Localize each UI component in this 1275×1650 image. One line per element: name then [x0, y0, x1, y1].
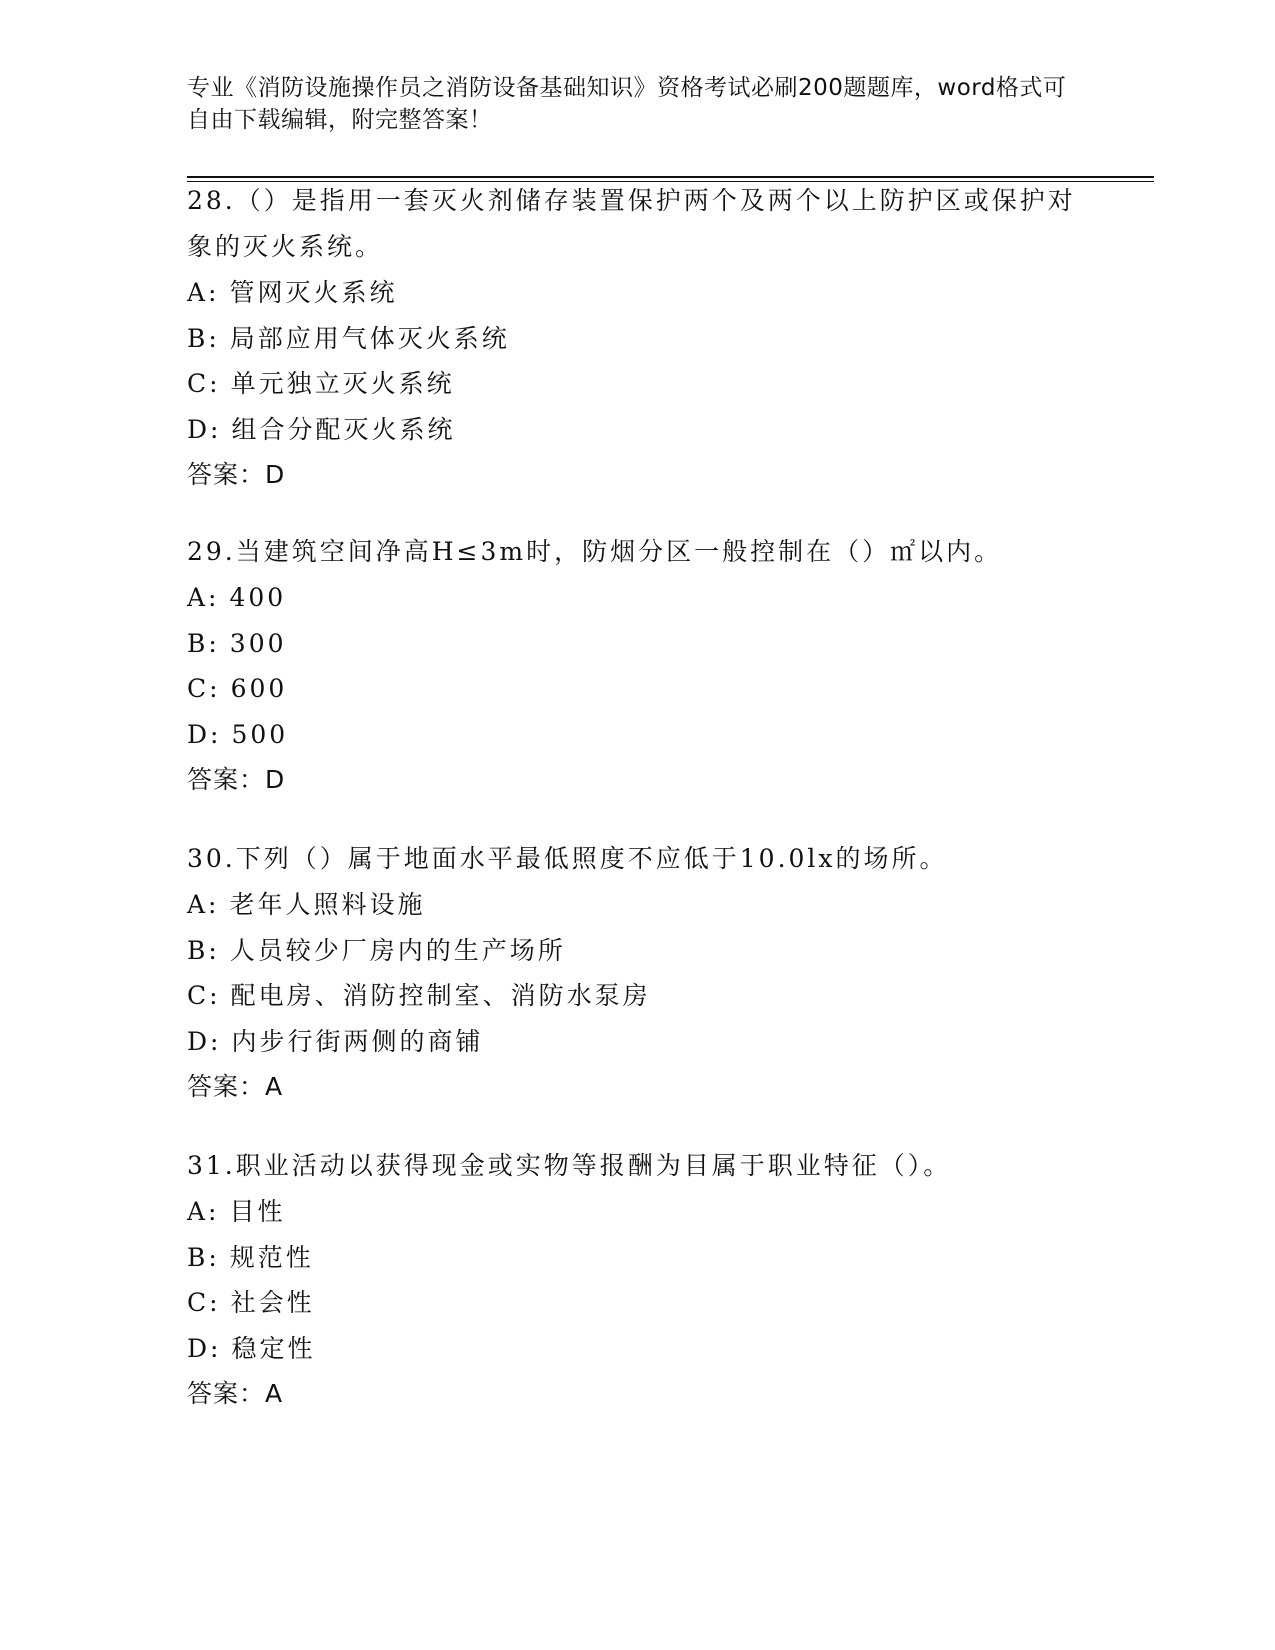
option-d [187, 1019, 1087, 1065]
option-letter: A: [187, 890, 220, 919]
question-stem: 28.（）是指用一套灭火剂储存装置保护两个及两个以上防护区或保护对象的灭火系统。 [187, 186, 1076, 261]
option-a [187, 270, 1087, 316]
option-c [187, 1280, 1087, 1326]
option-letter: B: [187, 628, 220, 658]
option-b [187, 316, 1087, 362]
option-b [187, 621, 1087, 667]
option-text: 400 [229, 583, 287, 612]
option-list [187, 1189, 1087, 1371]
option-list [187, 882, 1087, 1064]
option-letter: A: [187, 583, 220, 612]
answer: 答案：D [187, 765, 286, 794]
question-30 [187, 836, 1087, 1110]
option-d [187, 1326, 1087, 1372]
option-a [187, 575, 1087, 621]
option-letter: B: [187, 323, 220, 353]
option-letter: A: [187, 278, 220, 307]
option-d [187, 407, 1087, 453]
option-text: 社会性 [230, 1288, 315, 1317]
answer: 答案：D [187, 460, 286, 489]
option-text: 目性 [229, 1197, 286, 1226]
option-text: 300 [229, 628, 287, 658]
option-text: 稳定性 [231, 1333, 316, 1363]
option-letter: D: [187, 1026, 222, 1056]
document-header: 专业《消防设施操作员之消防设备基础知识》资格考试必刷200题题库，word格式可自由下载编辑，附完整答案！ [187, 75, 1067, 133]
option-list [187, 270, 1087, 452]
question-29 [187, 529, 1087, 803]
question-28 [187, 178, 1087, 498]
option-letter: C: [187, 369, 221, 398]
question-stem: 31.职业活动以获得现金或实物等报酬为目属于职业特征（）。 [187, 1151, 952, 1180]
option-text: 组合分配灭火系统 [231, 414, 456, 444]
option-text: 单元独立灭火系统 [230, 369, 455, 398]
question-stem: 29.当建筑空间净高H≤3m时，防烟分区一般控制在（）㎡以内。 [187, 537, 1003, 566]
option-text: 局部应用气体灭火系统 [229, 323, 510, 353]
question-stem: 30.下列（）属于地面水平最低照度不应低于10.0lx的场所。 [187, 844, 948, 873]
answer: 答案：A [187, 1072, 284, 1101]
option-text: 管网灭火系统 [229, 278, 398, 307]
option-c [187, 361, 1087, 407]
option-text: 老年人照料设施 [229, 890, 426, 919]
option-c [187, 973, 1087, 1019]
option-c [187, 666, 1087, 712]
option-b [187, 928, 1087, 974]
option-text: 500 [231, 719, 289, 749]
option-letter: B: [187, 935, 220, 965]
option-text: 规范性 [229, 1242, 314, 1272]
option-b [187, 1235, 1087, 1281]
option-letter: A: [187, 1197, 220, 1226]
option-letter: C: [187, 674, 221, 703]
option-d [187, 712, 1087, 758]
option-text: 人员较少厂房内的生产场所 [229, 935, 566, 965]
option-list [187, 575, 1087, 757]
option-letter: C: [187, 1288, 221, 1317]
option-letter: D: [187, 414, 222, 444]
question-31 [187, 1143, 1087, 1417]
option-letter: C: [187, 981, 221, 1010]
option-text: 配电房、消防控制室、消防水泵房 [230, 981, 651, 1010]
answer: 答案：A [187, 1379, 284, 1408]
option-letter: D: [187, 719, 222, 749]
option-letter: B: [187, 1242, 220, 1272]
option-text: 内步行街两侧的商铺 [231, 1026, 484, 1056]
option-a [187, 1189, 1087, 1235]
option-letter: D: [187, 1333, 222, 1363]
option-a [187, 882, 1087, 928]
option-text: 600 [230, 674, 288, 703]
